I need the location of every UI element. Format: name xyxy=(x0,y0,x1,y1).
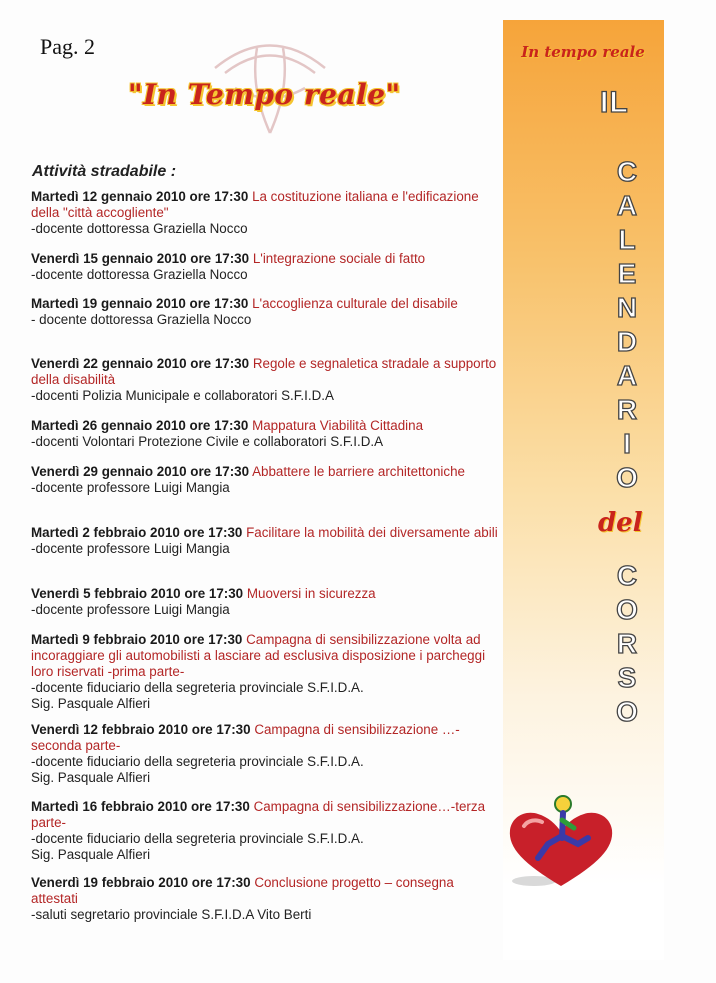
event-date: Venerdì 22 gennaio 2010 ore 17:30 xyxy=(31,356,250,371)
event-contact: Sig. Pasquale Alfieri xyxy=(31,770,151,785)
event-item xyxy=(31,251,501,283)
event-item xyxy=(31,632,501,712)
event-item xyxy=(31,586,501,618)
event-teacher: -docenti Polizia Municipale e collaboratori S.F.I.D.A xyxy=(31,388,334,403)
event-teacher: -docente professore Luigi Mangia xyxy=(31,602,230,617)
vertical-letter: I xyxy=(623,428,631,459)
event-teacher: -docente dottoressa Graziella Nocco xyxy=(31,267,248,282)
vertical-letter: R xyxy=(616,394,638,425)
event-contact: Sig. Pasquale Alfieri xyxy=(31,847,151,862)
event-item xyxy=(31,525,501,557)
vertical-letter: L xyxy=(618,224,636,255)
event-item xyxy=(31,464,501,496)
vertical-letter: D xyxy=(616,326,638,357)
event-item xyxy=(31,189,501,237)
event-teacher: -docente fiduciario della segreteria provinciale S.F.I.D.A. xyxy=(31,831,364,846)
event-teacher: -docente dottoressa Graziella Nocco xyxy=(31,221,248,236)
vertical-letter: C xyxy=(616,156,638,187)
event-topic: L'accoglienza culturale del disabile xyxy=(252,296,458,311)
event-item xyxy=(31,296,501,328)
vertical-letter: O xyxy=(616,462,638,493)
vertical-letter: S xyxy=(617,662,637,693)
event-topic: Facilitare la mobilità dei diversamente abili xyxy=(246,525,498,540)
vertical-letter: A xyxy=(616,360,638,391)
event-teacher: -saluti segretario provinciale S.F.I.D.A Vito Berti xyxy=(31,907,312,922)
event-date: Venerdì 5 febbraio 2010 ore 17:30 xyxy=(31,586,244,601)
event-topic: La costituzione italiana e l'edificazione della "città accogliente" xyxy=(31,189,479,220)
event-teacher: -docenti Volontari Protezione Civile e collaboratori S.F.I.D.A xyxy=(31,434,384,449)
vertical-letter: E xyxy=(617,258,637,289)
section-title: Attività stradabile : xyxy=(32,163,177,180)
event-topic: Mappatura Viabilità Cittadina xyxy=(252,418,424,433)
page-number: Pag. 2 xyxy=(40,34,95,59)
event-date: Martedì 19 gennaio 2010 ore 17:30 xyxy=(31,296,249,311)
event-teacher: -docente fiduciario della segreteria provinciale S.F.I.D.A. xyxy=(31,680,364,695)
vertical-letter: O xyxy=(616,594,638,625)
heart-figure-icon xyxy=(504,786,618,890)
event-date: Martedì 16 febbraio 2010 ore 17:30 xyxy=(31,799,250,814)
event-topic: Campagna di sensibilizzazione …-seconda parte- xyxy=(31,722,460,753)
event-item xyxy=(31,799,501,863)
vertical-letter: R xyxy=(616,628,638,659)
event-contact: Sig. Pasquale Alfieri xyxy=(31,696,151,711)
event-date: Venerdì 15 gennaio 2010 ore 17:30 xyxy=(31,251,250,266)
event-topic: Conclusione progetto – consegna attestati xyxy=(31,875,454,906)
main-title: "In Tempo reale" xyxy=(128,78,401,111)
event-date: Venerdì 29 gennaio 2010 ore 17:30 xyxy=(31,464,250,479)
event-item xyxy=(31,418,501,450)
event-date: Martedì 12 gennaio 2010 ore 17:30 xyxy=(31,189,249,204)
sidebar-tagline: In tempo reale xyxy=(521,43,645,61)
vertical-letter: O xyxy=(616,696,638,727)
event-topic: L'integrazione sociale di fatto xyxy=(252,251,426,266)
event-topic: Abbattere le barriere architettoniche xyxy=(252,464,465,479)
event-teacher: - docente dottoressa Graziella Nocco xyxy=(31,312,252,327)
event-date: Venerdì 12 febbraio 2010 ore 17:30 xyxy=(31,722,251,737)
event-date: Martedì 9 febbraio 2010 ore 17:30 xyxy=(31,632,243,647)
event-date: Martedì 26 gennaio 2010 ore 17:30 xyxy=(31,418,249,433)
event-topic: Regole e segnaletica stradale a supporto della disabilità xyxy=(31,356,497,387)
event-topic: Muoversi in sicurezza xyxy=(246,586,376,601)
sidebar-del-word: del xyxy=(598,508,643,538)
vertical-letter: A xyxy=(616,190,638,221)
event-item xyxy=(31,875,501,923)
event-teacher: -docente professore Luigi Mangia xyxy=(31,541,230,556)
event-date: Venerdì 19 febbraio 2010 ore 17:30 xyxy=(31,875,251,890)
vertical-letter: C xyxy=(616,560,638,591)
event-topic: Campagna di sensibilizzazione volta ad incoraggiare gli automobilisti a lasciare ad esclusiva disposizione i parcheggi loro riservati -prima parte- xyxy=(31,632,486,679)
vertical-letter: N xyxy=(616,292,638,323)
event-item xyxy=(31,356,501,404)
event-teacher: -docente professore Luigi Mangia xyxy=(31,480,230,495)
event-teacher: -docente fiduciario della segreteria provinciale S.F.I.D.A. xyxy=(31,754,364,769)
event-topic: Campagna di sensibilizzazione…-terza parte- xyxy=(31,799,486,830)
event-item xyxy=(31,722,501,786)
event-date: Martedì 2 febbraio 2010 ore 17:30 xyxy=(31,525,243,540)
sidebar-il-word: IL xyxy=(600,86,629,119)
